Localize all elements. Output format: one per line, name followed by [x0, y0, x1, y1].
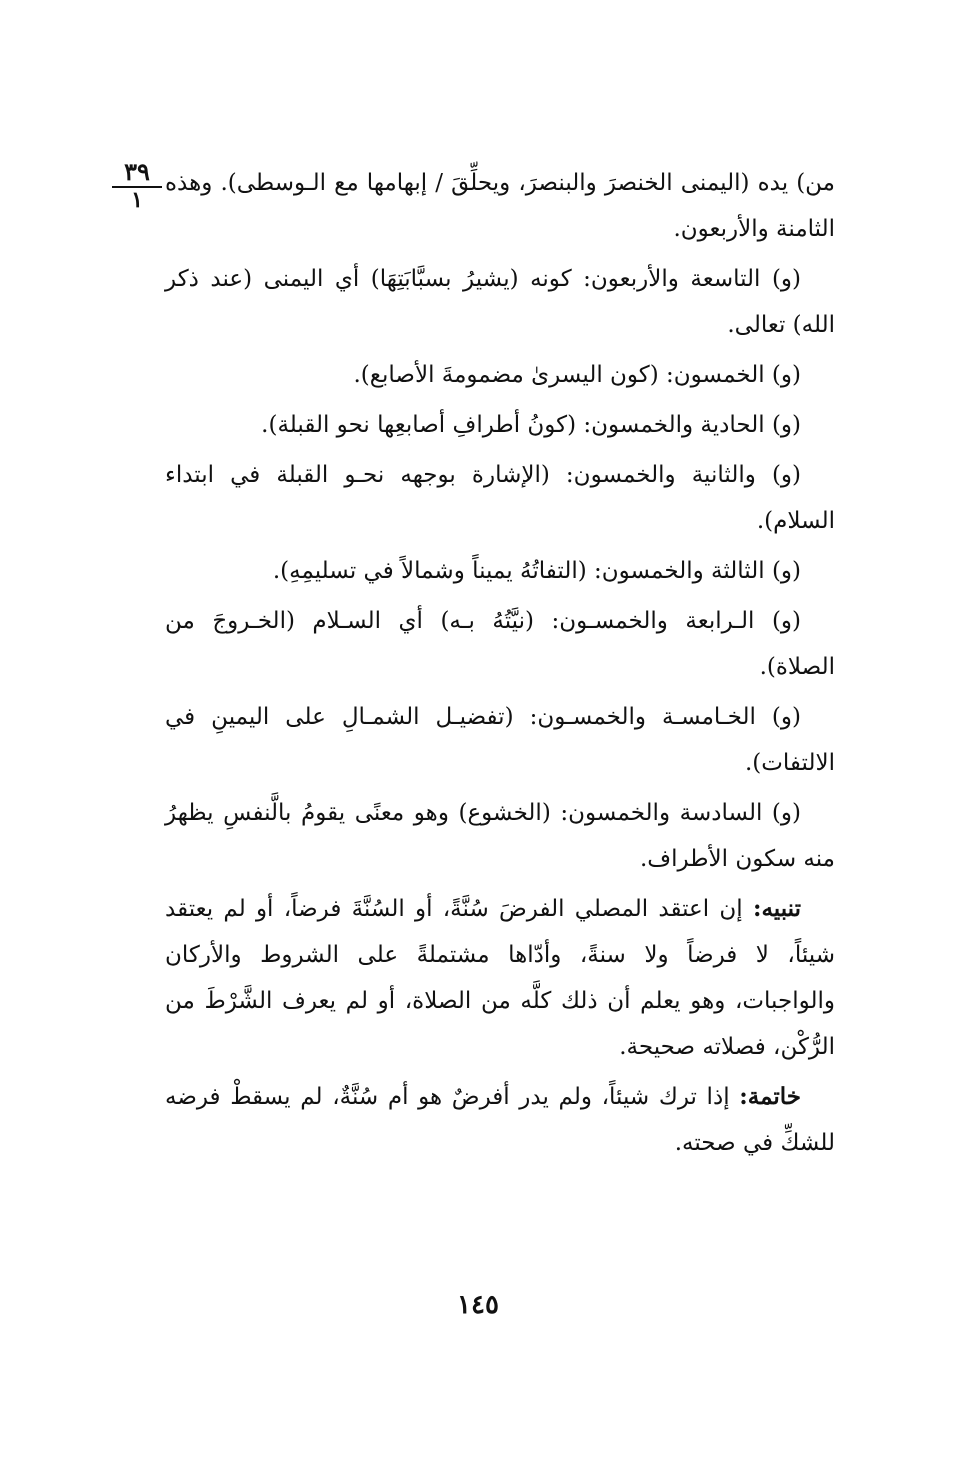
conclusion-text: إذا ترك شيئاً، ولم يدر أفرضٌ هو أم سُنَّةٌ، لم يسقطْ فرضه للشكِّ في صحته.	[165, 1084, 835, 1156]
paragraph-9: (و) السادسة والخمسون: (الخشوع) وهو معنًى يقومُ بالَّنفسِ يظهرُ منه سكون الأطراف.	[165, 800, 835, 872]
notice-term: تنبيه:	[752, 895, 801, 922]
paragraph-4: (و) الحادية والخمسون: (كونُ أطرافِ أصابعِها نحو القبلة).	[261, 412, 801, 438]
paragraph-6: (و) الثالثة والخمسون: (التفاتُهُ يميناً وشمالاً في تسليمِهِ).	[272, 558, 801, 584]
paragraph-8: (و) الخـامسـة والخمسـون: (تفضيـل الشمـالِ على اليمينِ في الالتفات).	[165, 704, 835, 776]
folio-number: ٣٩	[112, 160, 162, 188]
paragraph-7: (و) الـرابعة والخمسـون: (نيَّتُهُ بـه) أي السـلام (الخـروجَ من الصلاة).	[165, 608, 835, 680]
page-number: ١٤٥	[457, 1290, 499, 1320]
paragraph-2: (و) التاسعة والأربعون: كونه (يشيرُ بسبَّابَتِهَا) أي اليمنى (عند ذكر الله) تعالى.	[165, 266, 835, 338]
paragraph-conclusion	[165, 1074, 835, 1166]
body-text	[165, 160, 835, 1166]
paragraph-1: من) يده (اليمنى الخنصرَ والبنصرَ، ويحلِّقَ / إبهامها مع الـوسطى). وهذه الثامنة والأربعون.	[165, 170, 835, 242]
paragraph-notice	[165, 886, 835, 1070]
folio-side: ١	[131, 187, 143, 213]
paragraph-3: (و) الخمسون: (كون اليسرىٰ مضمومةَ الأصابع).	[353, 362, 801, 388]
manuscript-folio-marker	[112, 157, 162, 213]
conclusion-term: خاتمة:	[739, 1083, 801, 1110]
paragraph-5: (و) والثانية والخمسون: (الإشارة بوجهه نحـو القبلة في ابتداء السلام).	[165, 462, 835, 534]
notice-text: إن اعتقد المصلي الفرضَ سُنَّةً، أو السُنَّةَ فرضاً، أو لم يعتقد شيئاً، لا فرضاً ولا سنةً، وأدّاها مشتملةً على الشروط والأركان والواجبات، وهو يعلم أن ذلك كلَّه من الصلاة، أو لم يعرف الشَّرْطَ من الرُّكْن، فصلاته صحيحة.	[165, 896, 835, 1060]
